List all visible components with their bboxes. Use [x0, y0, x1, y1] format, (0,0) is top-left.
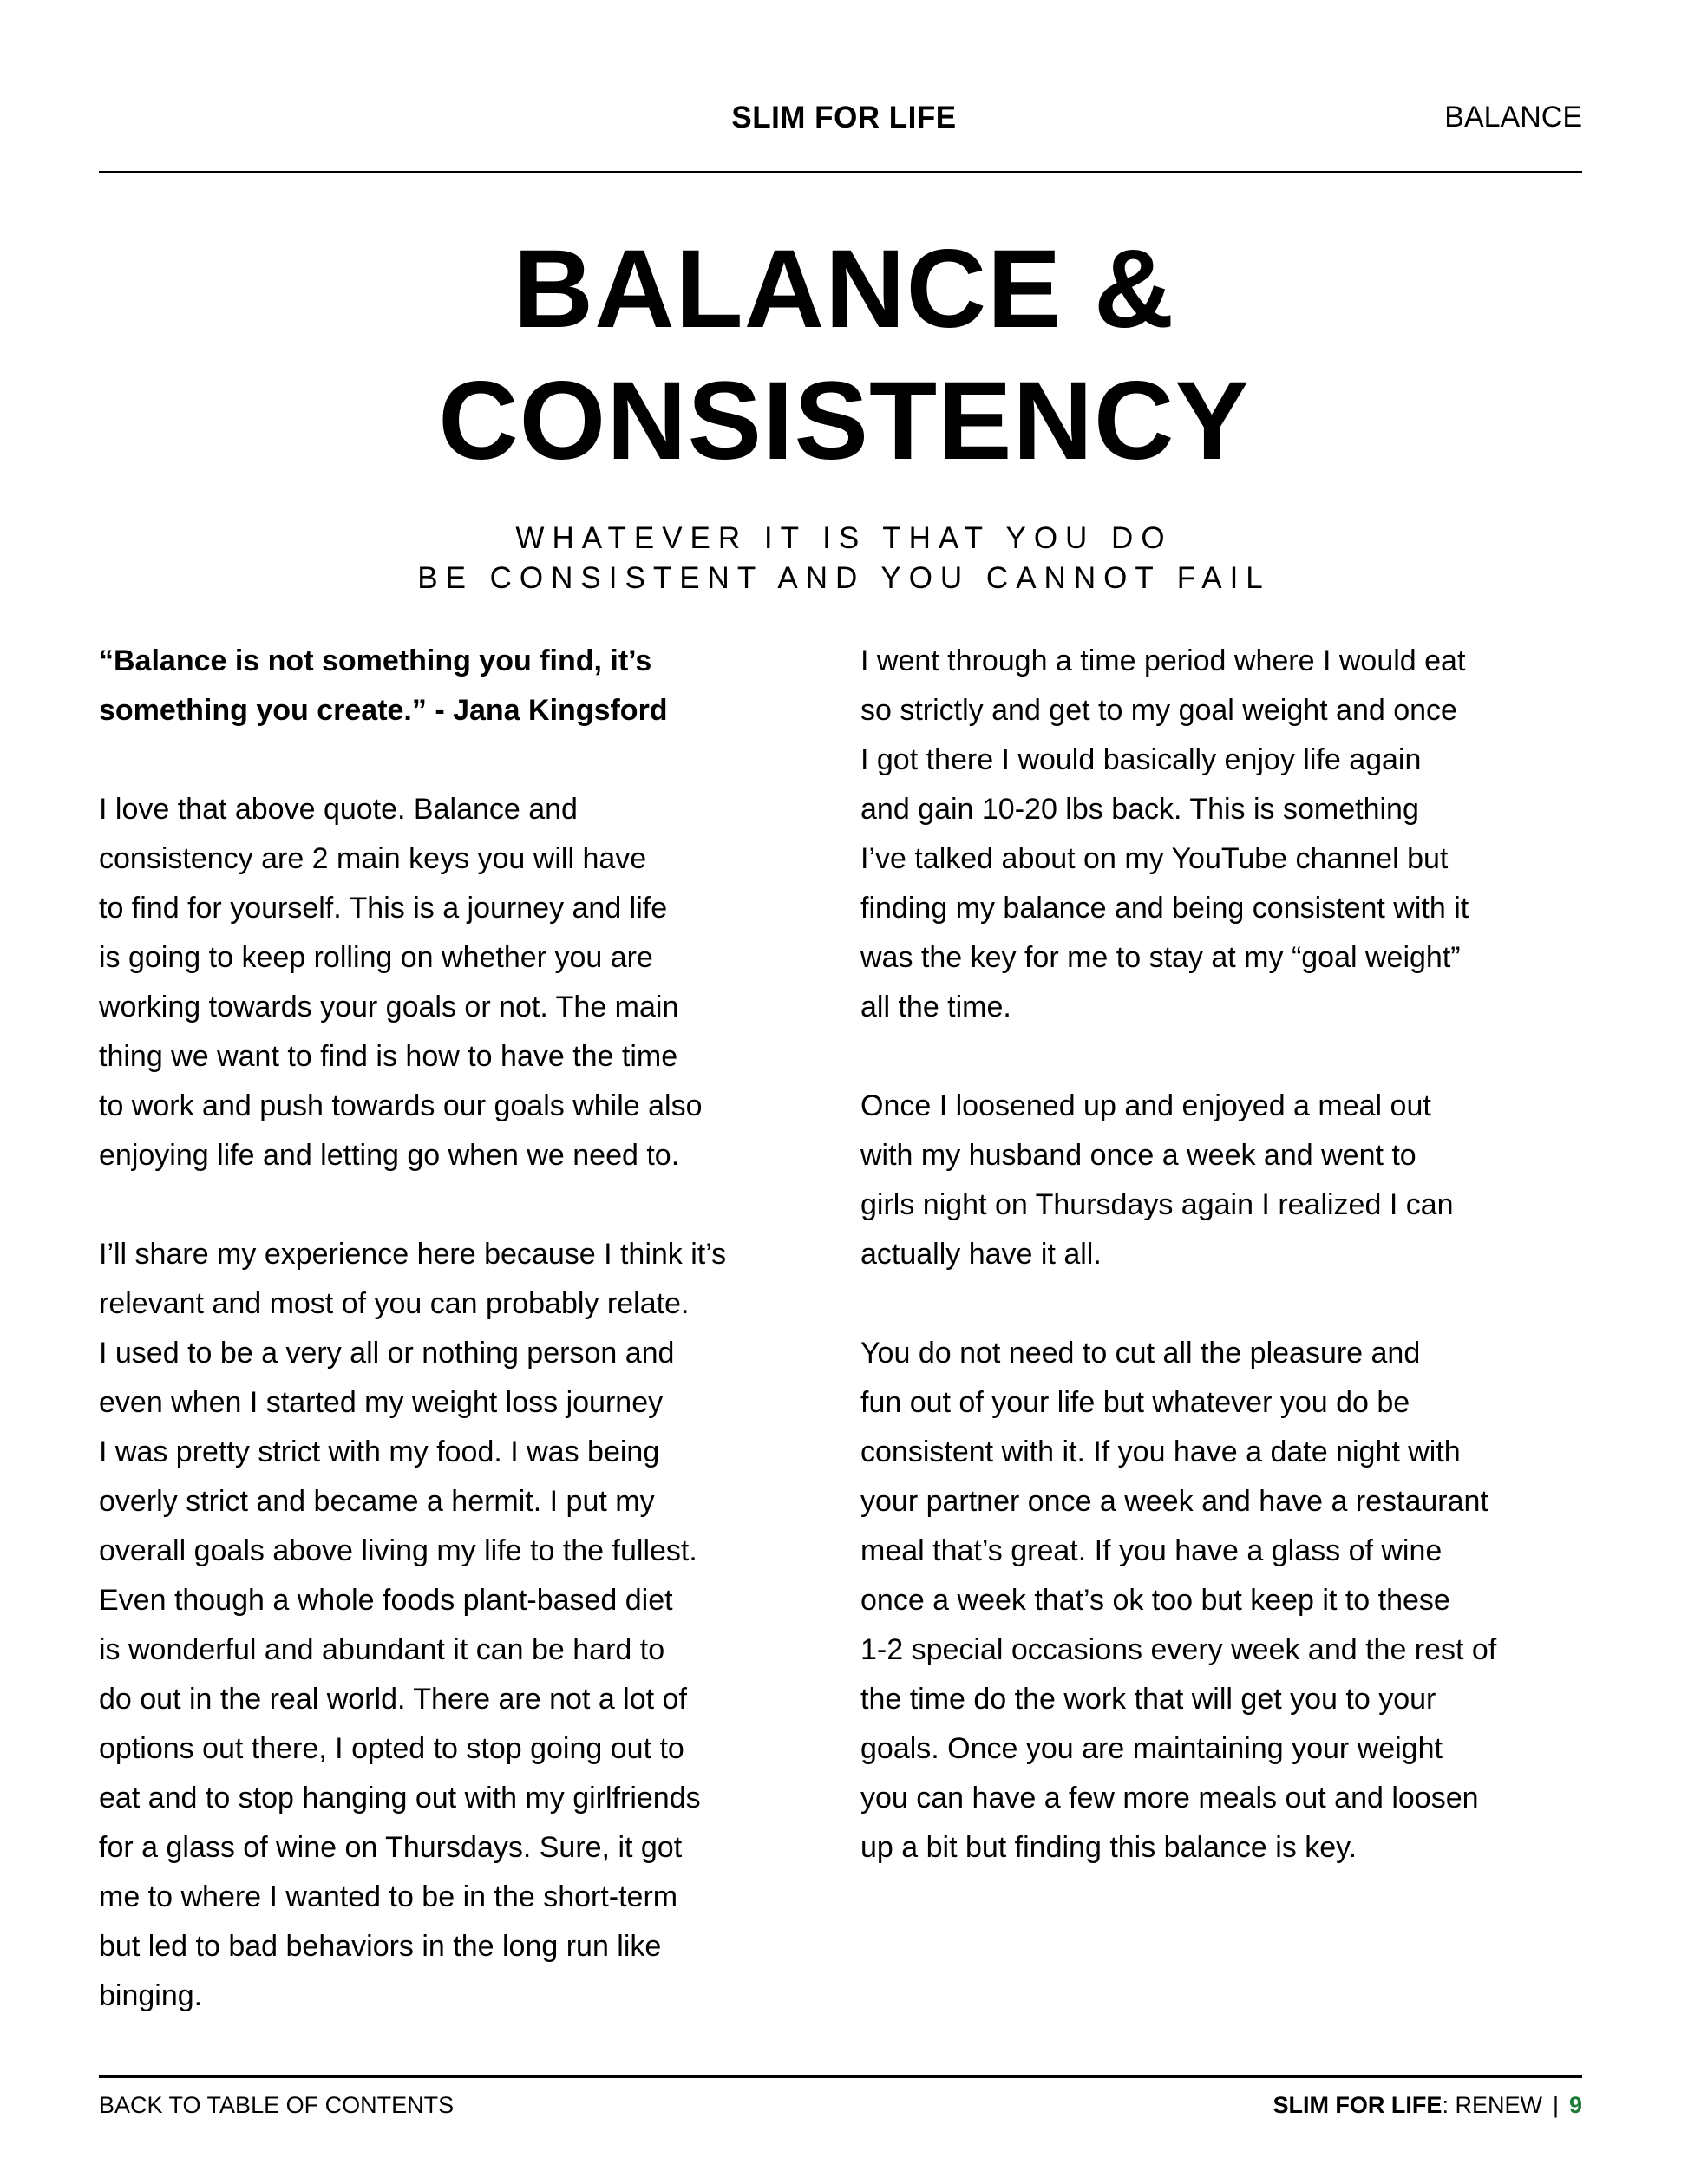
body-text-line: thing we want to find is how to have the time [99, 1040, 678, 1073]
body-text-line: girls night on Thursdays again I realized I can [860, 1188, 1454, 1221]
body-text-line: all the time. [860, 991, 1011, 1023]
paragraph-gap [99, 736, 726, 785]
back-to-toc-link[interactable]: BACK TO TABLE OF CONTENTS [99, 2092, 455, 2118]
body-text-line: I used to be a very all or nothing person and [99, 1337, 675, 1370]
paragraph-gap [860, 1032, 1496, 1082]
body-text-line: I got there I would basically enjoy life again [860, 743, 1422, 776]
page-subtitle [0, 519, 1688, 598]
body-text-line: actually have it all. [860, 1238, 1102, 1271]
body-text-line: but led to bad behaviors in the long run like [99, 1930, 662, 1963]
body-text-line: overly strict and became a hermit. I put my [99, 1485, 655, 1518]
body-text-line: is wonderful and abundant it can be hard to [99, 1633, 665, 1666]
body-text-line: I love that above quote. Balance and [99, 793, 578, 826]
subtitle-line: WHATEVER IT IS THAT YOU DO [515, 521, 1173, 555]
page-title-line: CONSISTENCY [438, 359, 1250, 483]
body-text-line: eat and to stop hanging out with my girlfriends [99, 1782, 701, 1815]
paragraph-gap [860, 1279, 1496, 1329]
body-text-line: is going to keep rolling on whether you are [99, 941, 653, 974]
footer-edition: : RENEW [1442, 2092, 1542, 2118]
body-text-line: Once I loosened up and enjoyed a meal out [860, 1089, 1431, 1122]
page-number: 9 [1568, 2092, 1582, 2118]
body-text-line: 1-2 special occasions every week and the rest of [860, 1633, 1497, 1666]
body-text-line: up a bit but finding this balance is key. [860, 1831, 1358, 1864]
body-text-line: so strictly and get to my goal weight and once [860, 694, 1457, 727]
body-text-line: I was pretty strict with my food. I was being [99, 1435, 660, 1468]
body-text-line: Even though a whole foods plant-based diet [99, 1584, 673, 1617]
body-text-line: the time do the work that will get you to your [860, 1683, 1436, 1716]
body-text-line: even when I started my weight loss journey [99, 1386, 664, 1419]
body-text-line: was the key for me to stay at my “goal weight” [860, 941, 1461, 974]
body-text-line: I’ll share my experience here because I think it’s [99, 1238, 727, 1271]
quote-line: something you create.” - Jana Kingsford [99, 694, 668, 727]
body-text-line: options out there, I opted to stop going out to [99, 1732, 684, 1765]
footer-divider [99, 2075, 1582, 2078]
header-section-label: BALANCE [1444, 101, 1582, 134]
body-text-line: enjoying life and letting go when we need to. [99, 1139, 680, 1172]
body-text-line: relevant and most of you can probably relate. [99, 1287, 690, 1320]
page-title-line: BALANCE & [513, 227, 1175, 351]
header-brand: SLIM FOR LIFE [731, 101, 957, 134]
header-divider [99, 171, 1582, 173]
left-column [99, 637, 726, 2021]
page-title [0, 224, 1688, 487]
body-text-line: me to where I wanted to be in the short-term [99, 1880, 678, 1913]
body-text-line: once a week that’s ok too but keep it to these [860, 1584, 1450, 1617]
body-text-line: and gain 10-20 lbs back. This is something [860, 793, 1419, 826]
footer-separator: | [1552, 2092, 1559, 2118]
quote-line: “Balance is not something you find, it’s [99, 644, 652, 677]
body-text-line: fun out of your life but whatever you do be [860, 1386, 1410, 1419]
body-text-line: you can have a few more meals out and loosen [860, 1782, 1479, 1815]
body-text-line: your partner once a week and have a restaurant [860, 1485, 1488, 1518]
body-text-line: goals. Once you are maintaining your weight [860, 1732, 1443, 1765]
body-text-line: to work and push towards our goals while also [99, 1089, 703, 1122]
body-text-line: I’ve talked about on my YouTube channel but [860, 842, 1449, 875]
body-text-line: with my husband once a week and went to [860, 1139, 1416, 1172]
body-text-line: overall goals above living my life to the fullest. [99, 1534, 697, 1567]
right-column [860, 637, 1496, 1873]
body-text-line: to find for yourself. This is a journey and life [99, 892, 668, 925]
body-text-line: You do not need to cut all the pleasure and [860, 1337, 1421, 1370]
body-text-line: do out in the real world. There are not a lot of [99, 1683, 687, 1716]
body-text-line: consistency are 2 main keys you will have [99, 842, 647, 875]
body-text-line: I went through a time period where I would eat [860, 644, 1466, 677]
footer-publication [1273, 2092, 1582, 2119]
body-text-line: consistent with it. If you have a date night with [860, 1435, 1461, 1468]
subtitle-line: BE CONSISTENT AND YOU CANNOT FAIL [417, 561, 1271, 595]
paragraph-gap [99, 1180, 726, 1230]
body-text-line: finding my balance and being consistent with it [860, 892, 1469, 925]
body-text-line: meal that’s great. If you have a glass of wine [860, 1534, 1443, 1567]
body-text-line: binging. [99, 1979, 203, 2012]
body-text-line: working towards your goals or not. The main [99, 991, 679, 1023]
footer-brand: SLIM FOR LIFE [1273, 2092, 1443, 2118]
body-text-line: for a glass of wine on Thursdays. Sure, it got [99, 1831, 683, 1864]
